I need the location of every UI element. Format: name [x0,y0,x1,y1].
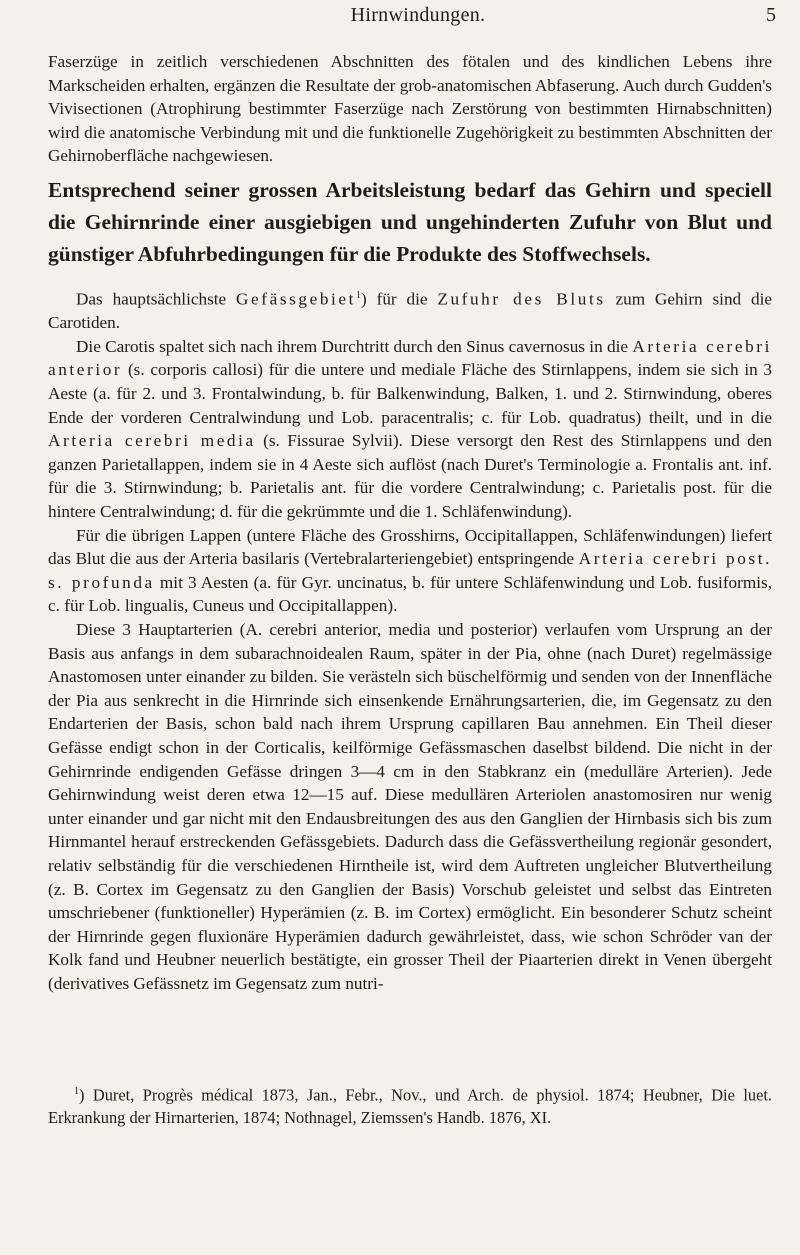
footnote-text [48,1080,772,1129]
paragraph-2-text-2: ) für die [361,289,438,309]
spaced-term-arteria-anterior: Arteria cerebri anterior [48,336,772,380]
footnote-reference: 1 [356,289,362,301]
spaced-term-arteria-media: Arteria cerebri media [48,431,256,451]
footnote-body: ) Duret, Progrès médical 1873, Jan., Febr., Nov., und Arch. de physiol. 1874; Heubner, Die luet. Erkrankung der Hirnarterien, 1874; Nothnagel, Ziemssen's Handb. 1876, XI. [48,1085,772,1128]
paragraph-3-text-2: (s. corporis callosi) für die untere und mediale Fläche des Stirnlappens, indem sie sich in 3 Aeste (a. für 2. und 3. Frontalwindung, b. für Balkenwindung, Balken, 1. und 2. Stirnwindung, oberes Ende der vorderen Centralwindung und Lob. paracentralis; c. für Lob. quadratus) theilt, und in die [48,360,772,427]
footnote-mark: 1 [74,1086,79,1097]
paragraph-2 [48,284,772,335]
paragraph-3-text-3: (s. Fissurae Sylvii). Diese versorgt den Rest des Stirnlappens und den ganzen Parietallappen, indem sie in 4 Aeste sich auflöst (nach Duret's Terminologie a. Frontalis ant. inf. für die 3. Stirnwindung; b. Parietalis ant. für die vordere Centralwindung; c. Parietalis post. für die hintere Centralwindung; d. für die gekrümmte und die 1. Schläfenwindung). [48,431,772,522]
footnote [48,1080,772,1129]
page-header [60,4,776,34]
paragraph-4 [48,524,772,618]
paragraph-1: Faserzüge in zeitlich verschiedenen Abschnitten des fötalen und des kindlichen Lebens ihre Markscheiden erhalten, ergänzen die Resultate der grob-anatomischen Abfaserung. Auch durch Gudden's Vivisectionen (Atrophirung bestimmter Faserzüge nach Zerstörung von bestimmten Hirnabschnitten) wird die anatomische Verbindung mit und die funktionelle Zugehörigkeit zu bestimmten Abschnitten der Gehirnoberfläche nachgewiesen. [48,52,772,166]
body-text [48,50,772,996]
paragraph-2-text-3: zum Gehirn sind die Carotiden. [48,289,773,333]
paragraph-4-text-2: mit 3 Aesten (a. für Gyr. uncinatus, b. für untere Schläfenwindung und Lob. fusiformis, c. für Lob. lingualis, Cuneus und Occipitallappen). [48,572,772,616]
spaced-term-zufuhr: Zufuhr des Bluts [437,289,606,309]
bold-lead-paragraph: Entsprechend seiner grossen Arbeitsleistung bedarf das Gehirn und speciell die Gehirnrinde einer ausgiebigen und ungehinderten Zufuhr von Blut und günstiger Abfuhrbedingungen für die Produkte des Stoffwechsels. [48,177,772,266]
paragraph-4-text-1: Für die übrigen Lappen (untere Fläche des Grosshirns, Occipitallappen, Schläfenwindungen) liefert das Blut die aus der Arteria basilaris (Vertebralarteriengebiet) entspringende [48,525,772,569]
paragraph-3 [48,335,772,524]
paragraph-3-text-1: Die Carotis spaltet sich nach ihrem Durchtritt durch den Sinus cavernosus in die [76,336,633,356]
paragraph-2-text-1: Das hauptsächlichste [76,289,237,309]
spaced-term-gefaessgebiet: Gefässgebiet [236,289,357,309]
page-number: 5 [766,4,776,26]
running-title: Hirnwindungen. [350,4,486,26]
spaced-term-arteria-posterior: Arteria cerebri post. s. profunda [48,549,772,592]
paragraph-5: Diese 3 Hauptarterien (A. cerebri anterior, media und posterior) verlaufen vom Ursprung an der Basis aus anfangs in dem subarachnoidealen Raum, später in der Pia, ohne (nach Duret) regelmässige Anastomosen unter einander zu bilden. Sie verästeln sich büschelförmig und senden von der Innenfläche der Pia aus senkrecht in die Hirnrinde sich einsenkende Ernährungsarterien, die, im Gegensatz zu den Endarterien der Basis, schon bald nach ihrem Ursprung capillaren Bau annehmen. Ein Theil dieser Gefässe endigt schon in der Corticalis, keilförmige Gefässmaschen daselbst bildend. Die nicht in der Gehirnrinde endigenden Gefässe dringen 3—4 cm in den Stabkranz ein (medulläre Arterien). Jede Gehirnwindung weist deren etwa 12—15 auf. Diese medullären Arteriolen anastomosiren nur wenig unter einander und gar nicht mit den Endausbreitungen des aus den Ganglien der Hirnbasis sich bis zum Hirnmantel herauf erstreckenden Gefässgebiets. Dadurch dass die Gefässvertheilung regionär gesondert, relativ selbständig für die verschiedenen Hirntheile ist, wird dem Auftreten ungleicher Blutvertheilung (z. B. Cortex im Gegensatz zu den Ganglien der Basis) Vorschub geleistet und selbst das Eintreten umschriebener (funktioneller) Hyperämien (z. B. im Cortex) ermöglicht. Ein besonderer Schutz scheint der Hirnrinde gegen fluxionäre Hyperämien dadurch gewährleistet, dass, wie schon Schröder van der Kolk fand und Heubner neuerlich bestätigte, ein grosser Theil der Piaarterien direkt in Venen übergeht (derivatives Gefässnetz im Gegensatz zum nutri- [48,620,772,993]
